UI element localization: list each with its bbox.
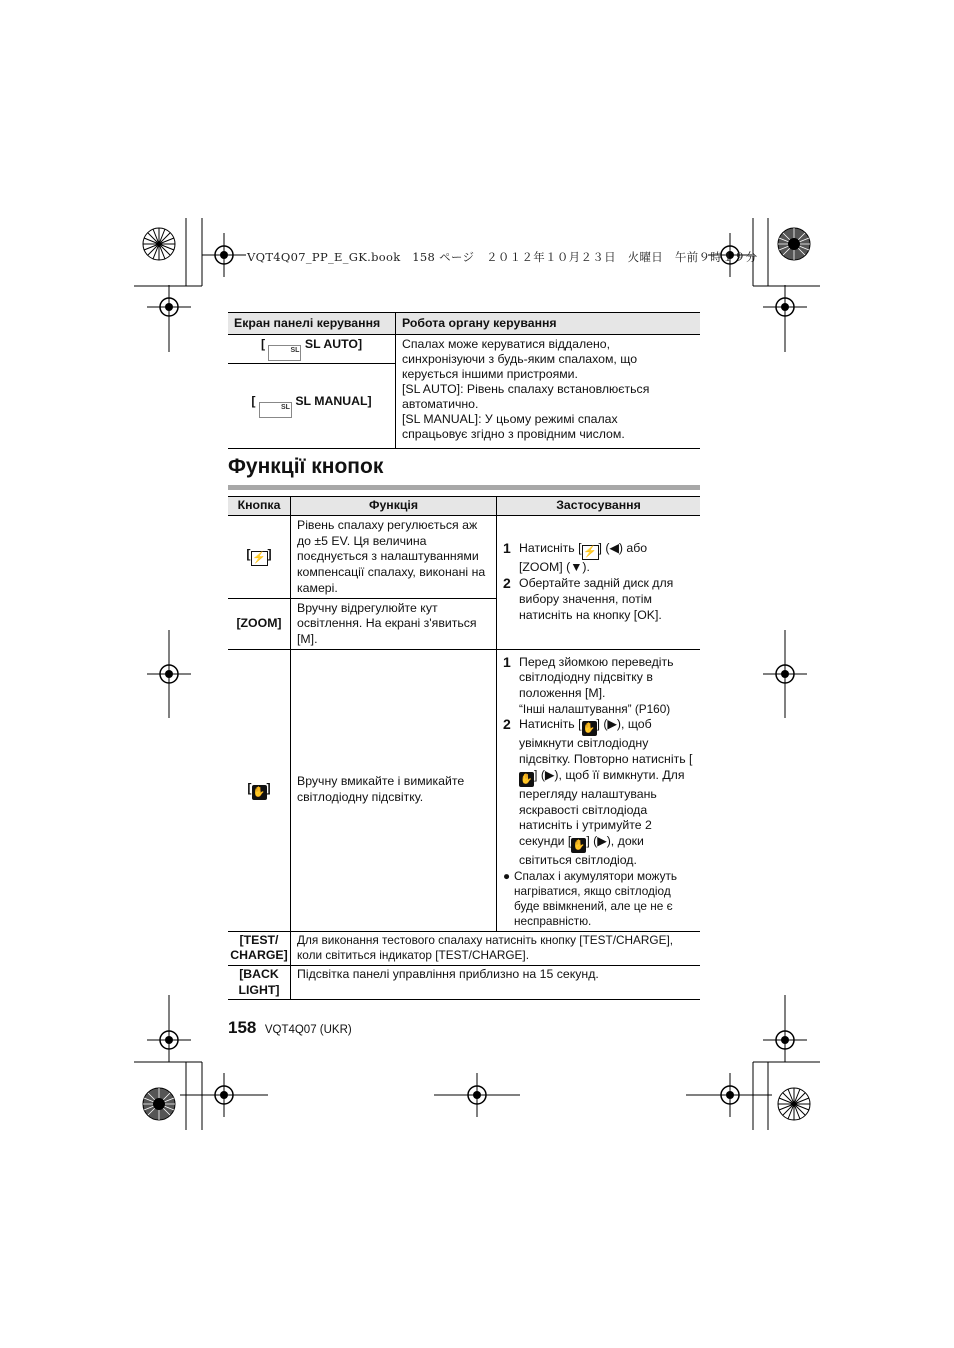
led-light-icon: ✋	[582, 723, 596, 735]
step-text-part: ] (▶), щоб увімкнути світлодіодну підсвітку. Повторно натисніть [	[519, 717, 693, 767]
col-header-button: Кнопка	[228, 497, 291, 516]
page-number: 158	[228, 1018, 257, 1037]
sl-auto-screen-icon: SL	[268, 345, 301, 361]
sl-manual-screen-icon: SL	[259, 402, 292, 418]
bullet-icon: ●	[503, 868, 511, 883]
page-footer	[228, 1018, 352, 1038]
step-number: 1	[503, 540, 511, 557]
desc-line: [SL MANUAL]: У цьому режимі спалах	[402, 412, 618, 426]
test-charge-text: Для виконання тестового спалаху натисніть кнопку [TEST/CHARGE], коли світиться індикатор [TEST/CHARGE].	[291, 931, 701, 965]
table-row	[228, 931, 700, 965]
desc-line: [SL AUTO]: Рівень спалаху встановлюється	[402, 382, 650, 396]
button-functions-table	[228, 496, 700, 1000]
back-light-key	[228, 966, 291, 1000]
desc-line: спрацьовує згідно з провідним числом.	[402, 427, 625, 441]
step-number: 2	[503, 575, 511, 592]
step-text-part: ] (◀) або [ZOOM] (▼).	[519, 541, 648, 575]
led-light-icon: ✋	[572, 839, 586, 851]
step-text	[519, 655, 694, 718]
sl-description	[396, 335, 701, 449]
table-row	[228, 516, 700, 599]
test-charge-key	[228, 931, 291, 965]
col-header-usage: Застосування	[497, 497, 701, 516]
led-key: [✋]	[228, 649, 291, 931]
table-header-row	[228, 497, 700, 516]
table-row	[228, 649, 700, 931]
flash-adjust-icon: ⚡	[252, 552, 266, 565]
step-text-part: ] (▶), щоб її вимкнути. Для перегляду налаштувань яскравості світлодіода натисніть і утримуйте 2 секунди [	[519, 767, 685, 848]
table-row	[228, 335, 700, 364]
sl-manual-cell: [ SL SL MANUAL]	[228, 364, 396, 449]
key-label: CHARGE]	[230, 948, 288, 963]
step-text-part: ] (▶), доки світиться світлодіод.	[519, 833, 644, 867]
table-header-row	[228, 313, 700, 335]
usage-step	[503, 541, 694, 576]
led-function-text: Вручну вмикайте і вимикайте світлодіодну підсвітку.	[291, 649, 497, 931]
led-usage	[497, 649, 701, 931]
flash-function-text: Рівень спалаху регулюється аж до ±5 EV. Ця величина поєднується з налаштуваннями компенсації спалаху, виконані на камері.	[291, 516, 497, 599]
sl-auto-cell: [ SL SL AUTO]	[228, 335, 396, 364]
desc-line: Спалах може керуватися віддалено,	[402, 337, 611, 351]
zoom-function-text: Вручну відрегулюйте кут освітлення. На екрані з'явиться [M].	[291, 598, 497, 649]
print-header: VQT4Q07_PP_E_GK.book 158 ページ ２０１２年１０月２３日 火曜日 午前９時１９分	[247, 250, 758, 264]
col-header-screen: Екран панелі керування	[228, 313, 396, 335]
page-reference: “Інші налаштування” (P160)	[519, 701, 671, 716]
note-text: Спалах і акумулятори можуть нагріватися, якщо світлодіод буде ввімкнений, але це не є несправністю.	[514, 868, 678, 928]
col-header-operation: Робота органу керування	[396, 313, 701, 335]
usage-step	[503, 655, 694, 718]
title-underline-bar	[228, 485, 700, 490]
step-text-part: Перед зйомкою переведіть світлодіодну підсвітку в положення [M].	[519, 654, 674, 701]
key-label: [TEST/	[239, 932, 279, 947]
step-text-part: Натисніть [	[519, 717, 582, 732]
step-text	[519, 541, 694, 576]
desc-line: керується іншими пристроями.	[402, 367, 578, 381]
document-code: VQT4Q07 (UKR)	[264, 1024, 352, 1036]
control-panel-table	[228, 312, 700, 449]
usage-step	[503, 576, 694, 623]
back-light-text: Підсвітка панелі управління приблизно на 15 секунд.	[291, 966, 701, 1000]
step-text-part: Натисніть [	[519, 541, 582, 556]
flash-zoom-usage	[497, 516, 701, 650]
key-label: [BACK	[239, 967, 279, 982]
table-row	[228, 966, 700, 1000]
led-light-icon: ✋	[252, 786, 266, 798]
sl-auto-label: SL AUTO]	[304, 337, 363, 351]
step-number: 2	[503, 716, 511, 733]
zoom-key: [ZOOM]	[228, 598, 291, 649]
sl-manual-label: SL MANUAL]	[295, 394, 372, 408]
flash-adjust-key: [ ⚡ ]	[228, 516, 291, 599]
step-text	[519, 717, 694, 868]
caution-note	[503, 869, 694, 929]
step-text: Обертайте задній диск для вибору значення, потім натисніть на кнопку [OK].	[519, 576, 674, 622]
led-light-icon: ✋	[520, 773, 533, 785]
usage-step	[503, 717, 694, 868]
flash-adjust-icon: ⚡	[583, 546, 597, 559]
step-number: 1	[503, 653, 511, 670]
section-title: Функції кнопок	[228, 455, 384, 478]
desc-line: автоматично.	[402, 397, 479, 411]
desc-line: синхронізуючи з будь-яким спалахом, що	[402, 352, 638, 366]
key-label: LIGHT]	[238, 982, 280, 997]
col-header-function: Функція	[291, 497, 497, 516]
